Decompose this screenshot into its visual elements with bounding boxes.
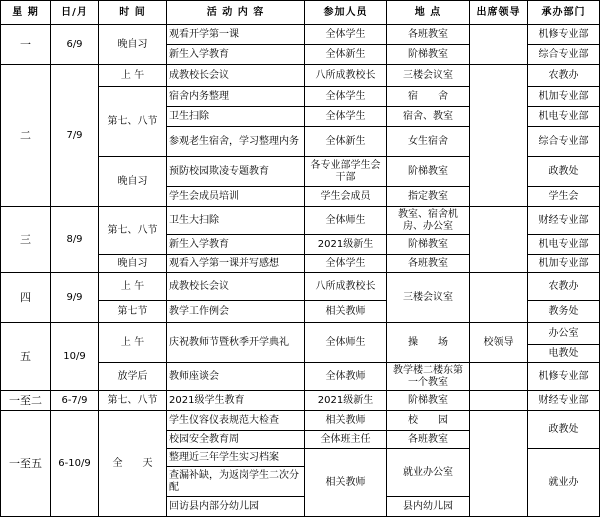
participants-cell: 全体学生	[305, 87, 387, 107]
content-cell: 预防校园欺凌专题教育	[167, 157, 305, 187]
participants-cell: 全体新生	[305, 45, 387, 65]
location-cell: 三楼会议室	[387, 65, 470, 87]
dept-cell: 机电专业部	[528, 235, 600, 255]
leader-cell	[470, 25, 528, 65]
leader-cell: 校领导	[470, 323, 528, 363]
week-cell: 二	[1, 65, 51, 207]
content-cell: 观看开学第一课	[167, 25, 305, 45]
content-cell: 整理近三年学生实习档案	[167, 449, 305, 467]
time-cell: 晚自习	[99, 255, 167, 273]
content-cell: 卫生扫除	[167, 107, 305, 127]
date-cell: 6/9	[51, 25, 99, 65]
location-cell: 阶梯教室	[387, 157, 470, 187]
date-cell: 8/9	[51, 207, 99, 273]
dept-cell: 农教办	[528, 273, 600, 301]
time-cell: 上 午	[99, 273, 167, 301]
content-cell: 观看入学第一课并写感想	[167, 255, 305, 273]
location-cell: 阶梯教室	[387, 391, 470, 411]
content-cell: 宿舍内务整理	[167, 87, 305, 107]
participants-cell: 2021级新生	[305, 235, 387, 255]
participants-cell: 相关教师	[305, 301, 387, 323]
leader-cell	[470, 363, 528, 391]
location-cell: 操 场	[387, 323, 470, 363]
content-cell: 教学工作例会	[167, 301, 305, 323]
table-row	[1, 411, 600, 431]
participants-cell: 全体师生	[305, 207, 387, 235]
content-cell: 学生仪容仪表规范大检查	[167, 411, 305, 431]
location-cell: 阶梯教室	[387, 235, 470, 255]
time-cell: 第七、八节	[99, 391, 167, 411]
dept-cell: 政教处	[528, 157, 600, 187]
location-cell: 就业办公室	[387, 449, 470, 497]
location-cell: 县内幼儿园	[387, 497, 470, 517]
header-content: 活 动 内 容	[167, 1, 305, 25]
table-row	[1, 391, 600, 411]
location-cell: 教学楼二楼东第一个教室	[387, 363, 470, 391]
participants-cell: 八所成教校长	[305, 273, 387, 301]
date-cell: 10/9	[51, 323, 99, 391]
date-cell: 6-10/9	[51, 411, 99, 517]
week-cell: 五	[1, 323, 51, 391]
header-week: 星 期	[1, 1, 51, 25]
time-cell: 第七、八节	[99, 207, 167, 255]
participants-cell: 学生会成员	[305, 187, 387, 207]
dept-cell: 综合专业部	[528, 127, 600, 157]
content-cell: 校园安全教育周	[167, 431, 305, 449]
location-cell: 各班教室	[387, 25, 470, 45]
table-row	[1, 323, 600, 345]
header-participants: 参加人员	[305, 1, 387, 25]
dept-cell: 综合专业部	[528, 45, 600, 65]
time-cell: 晚自习	[99, 157, 167, 207]
dept-cell: 农教办	[528, 65, 600, 87]
content-cell: 回访县内部分幼儿园	[167, 497, 305, 517]
location-cell: 指定教室	[387, 187, 470, 207]
dept-cell: 机修专业部	[528, 25, 600, 45]
table-row	[1, 65, 600, 87]
dept-cell: 机修专业部	[528, 363, 600, 391]
participants-cell: 八所成教校长	[305, 65, 387, 87]
participants-cell: 相关教师	[305, 411, 387, 431]
time-cell: 全 天	[99, 411, 167, 517]
week-cell: 四	[1, 273, 51, 323]
week-cell: 一至二	[1, 391, 51, 411]
location-cell: 阶梯教室	[387, 45, 470, 65]
participants-cell: 全体新生	[305, 127, 387, 157]
dept-cell: 学生会	[528, 187, 600, 207]
leader-cell	[470, 391, 528, 411]
time-cell: 上 午	[99, 323, 167, 363]
header-dept: 承办部门	[528, 1, 600, 25]
participants-cell: 全体学生	[305, 107, 387, 127]
date-cell: 7/9	[51, 65, 99, 207]
location-cell: 各班教室	[387, 255, 470, 273]
dept-cell: 财经专业部	[528, 207, 600, 235]
location-cell: 宿舍、教室	[387, 107, 470, 127]
participants-cell: 全体师生	[305, 323, 387, 363]
location-cell: 女生宿舍	[387, 127, 470, 157]
dept-cell: 政教处	[528, 411, 600, 449]
content-cell: 学生会成员培训	[167, 187, 305, 207]
participants-cell: 相关教师	[305, 449, 387, 517]
date-cell: 9/9	[51, 273, 99, 323]
content-cell: 庆祝教师节暨秋季开学典礼	[167, 323, 305, 363]
table-row	[1, 207, 600, 235]
content-cell: 2021级学生教育	[167, 391, 305, 411]
time-cell: 晚自习	[99, 25, 167, 65]
location-cell: 校 园	[387, 411, 470, 431]
location-cell: 各班教室	[387, 431, 470, 449]
participants-cell: 全体学生	[305, 25, 387, 45]
dept-cell: 机电专业部	[528, 107, 600, 127]
content-cell: 成教校长会议	[167, 273, 305, 301]
dept-cell: 就业办	[528, 449, 600, 517]
header-date: 日/月	[51, 1, 99, 25]
leader-cell	[470, 273, 528, 323]
participants-cell: 各专业部学生会干部	[305, 157, 387, 187]
dept-cell: 电教处	[528, 345, 600, 363]
location-cell: 教室、宿舍机房、办公室	[387, 207, 470, 235]
week-cell: 三	[1, 207, 51, 273]
leader-cell	[470, 65, 528, 207]
leader-cell	[470, 411, 528, 517]
table-row	[1, 25, 600, 45]
location-cell: 宿 舍	[387, 87, 470, 107]
time-cell: 上 午	[99, 65, 167, 87]
dept-cell: 机加专业部	[528, 255, 600, 273]
week-cell: 一	[1, 25, 51, 65]
header-row	[1, 1, 600, 25]
time-cell: 第七节	[99, 301, 167, 323]
header-leader: 出席领导	[470, 1, 528, 25]
participants-cell: 2021级新生	[305, 391, 387, 411]
time-cell: 第七、八节	[99, 87, 167, 157]
participants-cell: 全体教师	[305, 363, 387, 391]
participants-cell: 全体班主任	[305, 431, 387, 449]
time-cell: 放学后	[99, 363, 167, 391]
dept-cell: 办公室	[528, 323, 600, 345]
content-cell: 成教校长会议	[167, 65, 305, 87]
content-cell: 参观老生宿舍，学习整理内务	[167, 127, 305, 157]
content-cell: 教师座谈会	[167, 363, 305, 391]
content-cell: 查漏补缺，为返岗学生二次分配	[167, 467, 305, 497]
participants-cell: 全体学生	[305, 255, 387, 273]
leader-cell	[470, 207, 528, 273]
dept-cell: 教务处	[528, 301, 600, 323]
table-row	[1, 273, 600, 301]
week-cell: 一至五	[1, 411, 51, 517]
header-time: 时 间	[99, 1, 167, 25]
dept-cell: 财经专业部	[528, 391, 600, 411]
header-location: 地 点	[387, 1, 470, 25]
location-cell: 三楼会议室	[387, 273, 470, 323]
content-cell: 卫生大扫除	[167, 207, 305, 235]
content-cell: 新生入学教育	[167, 235, 305, 255]
dept-cell: 机加专业部	[528, 87, 600, 107]
content-cell: 新生入学教育	[167, 45, 305, 65]
date-cell: 6-7/9	[51, 391, 99, 411]
